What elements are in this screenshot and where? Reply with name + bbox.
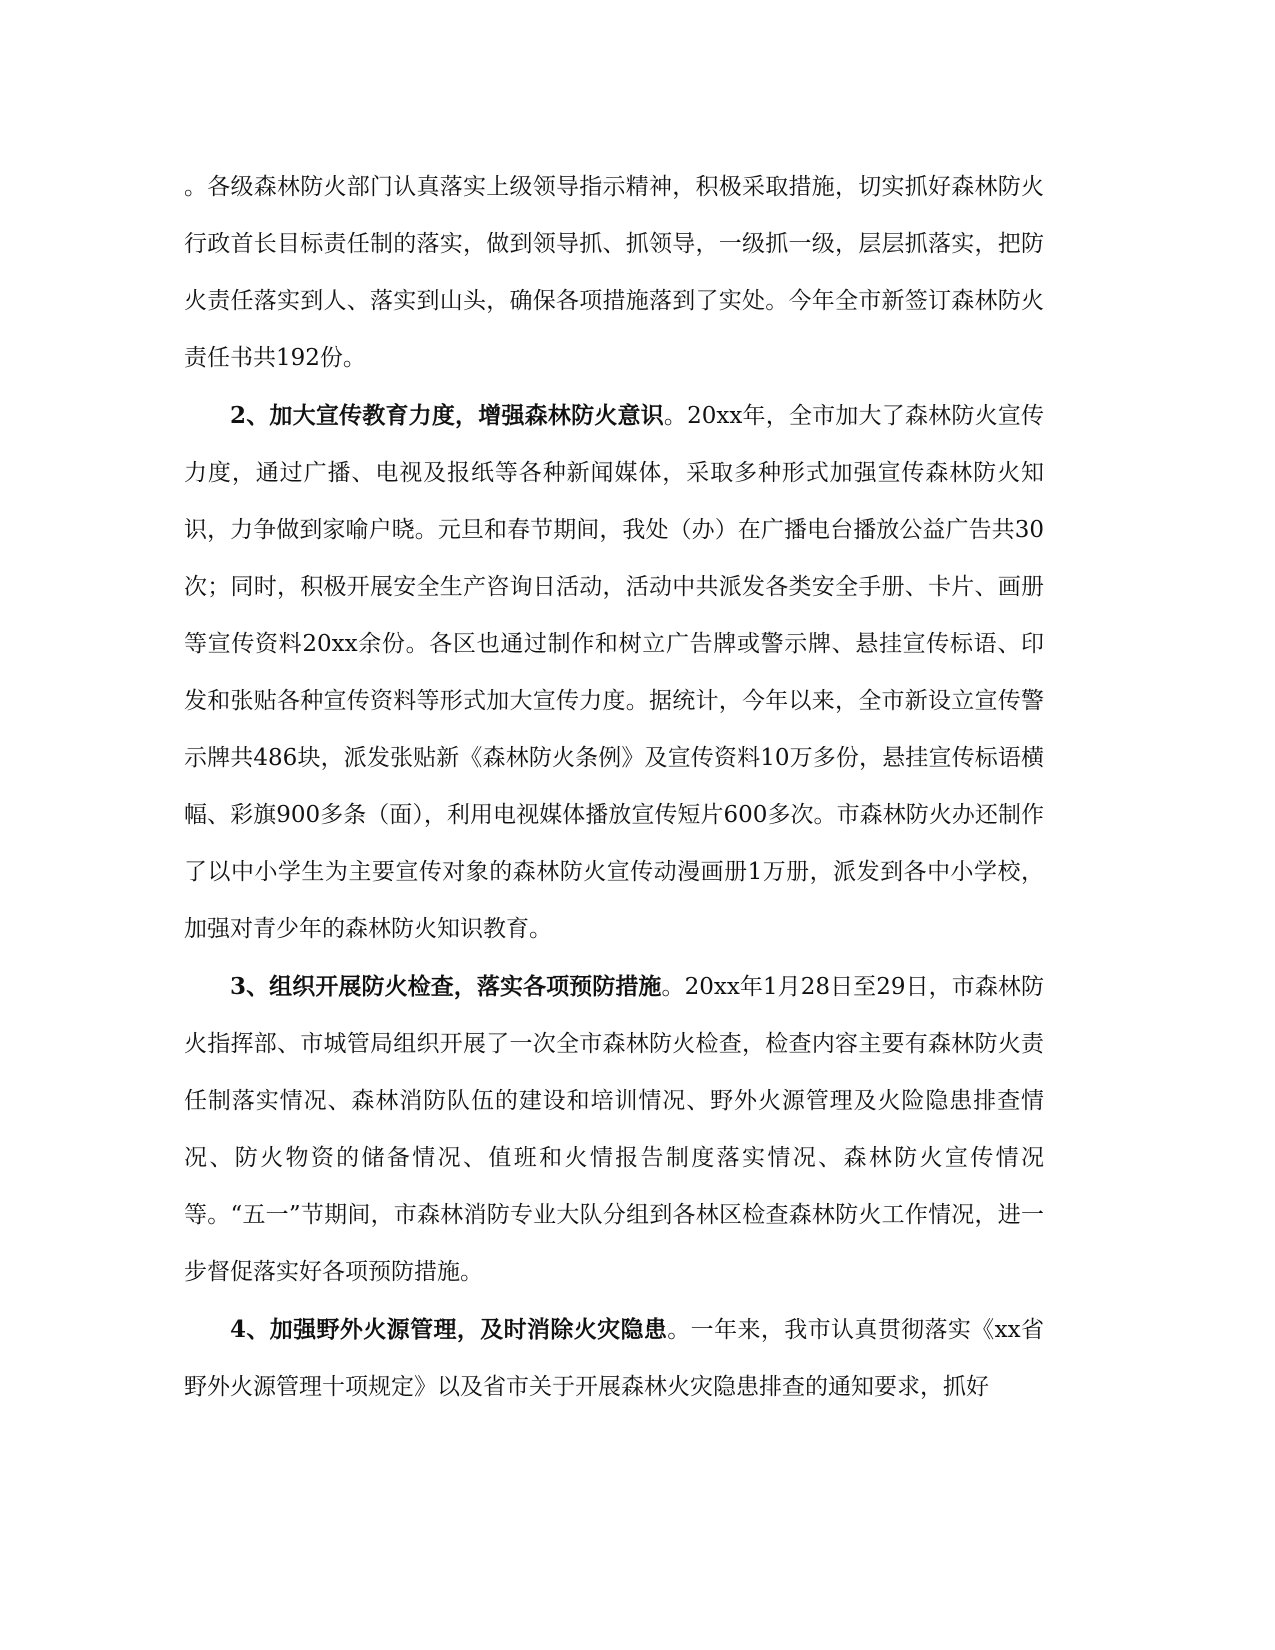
paragraph-heading: 3、组织开展防火检查，落实各项预防措施 — [230, 973, 662, 1000]
paragraph-heading: 4、加强野外火源管理，及时消除火灾隐患 — [230, 1316, 668, 1343]
paragraph-heading: 2、加大宣传教育力度，增强森林防火意识 — [230, 402, 664, 429]
paragraph-text: 。一年来，我市认真贯彻落实《xx省野外火源管理十项规定》以及省市关于开展森林火灾隐患排查的通知要求，抓好 — [184, 1317, 1044, 1400]
paragraph-fire-source — [184, 1301, 1044, 1416]
document-body — [184, 159, 1044, 1416]
paragraph-text: 。20xx年1月28日至29日，市森林防火指挥部、市城管局组织开展了一次全市森林防火检查，检查内容主要有森林防火责任制落实情况、森林消防队伍的建设和培训情况、野外火源管理及火险隐患排查情况、防火物资的储备情况、值班和火情报告制度落实情况、森林防火宣传情况等。“五一”节期间，市森林消防专业大队分组到各林区检查森林防火工作情况，进一步督促落实好各项预防措施。 — [184, 974, 1044, 1285]
paragraph-text: 。20xx年，全市加大了森林防火宣传力度，通过广播、电视及报纸等各种新闻媒体，采取多种形式加强宣传森林防火知识，力争做到家喻户晓。元旦和春节期间，我处（办）在广播电台播放公益广告共30次；同时，积极开展安全生产咨询日活动，活动中共派发各类安全手册、卡片、画册等宣传资料20xx余份。各区也通过制作和树立广告牌或警示牌、悬挂宣传标语、印发和张贴各种宣传资料等形式加大宣传力度。据统计，今年以来，全市新设立宣传警示牌共486块，派发张贴新《森林防火条例》及宣传资料10万多份，悬挂宣传标语横幅、彩旗900多条（面），利用电视媒体播放宣传短片600多次。市森林防火办还制作了以中小学生为主要宣传对象的森林防火宣传动漫画册1万册，派发到各中小学校，加强对青少年的森林防火知识教育。 — [184, 403, 1044, 942]
paragraph-publicity — [184, 387, 1044, 958]
paragraph-text: 。各级森林防火部门认真落实上级领导指示精神，积极采取措施，切实抓好森林防火行政首长目标责任制的落实，做到领导抓、抓领导，一级抓一级，层层抓落实，把防火责任落实到人、落实到山头，确保各项措施落到了实处。今年全市新签订森林防火责任书共192份。 — [184, 174, 1044, 371]
paragraph-inspection — [184, 958, 1044, 1301]
paragraph-responsibility — [184, 159, 1044, 387]
